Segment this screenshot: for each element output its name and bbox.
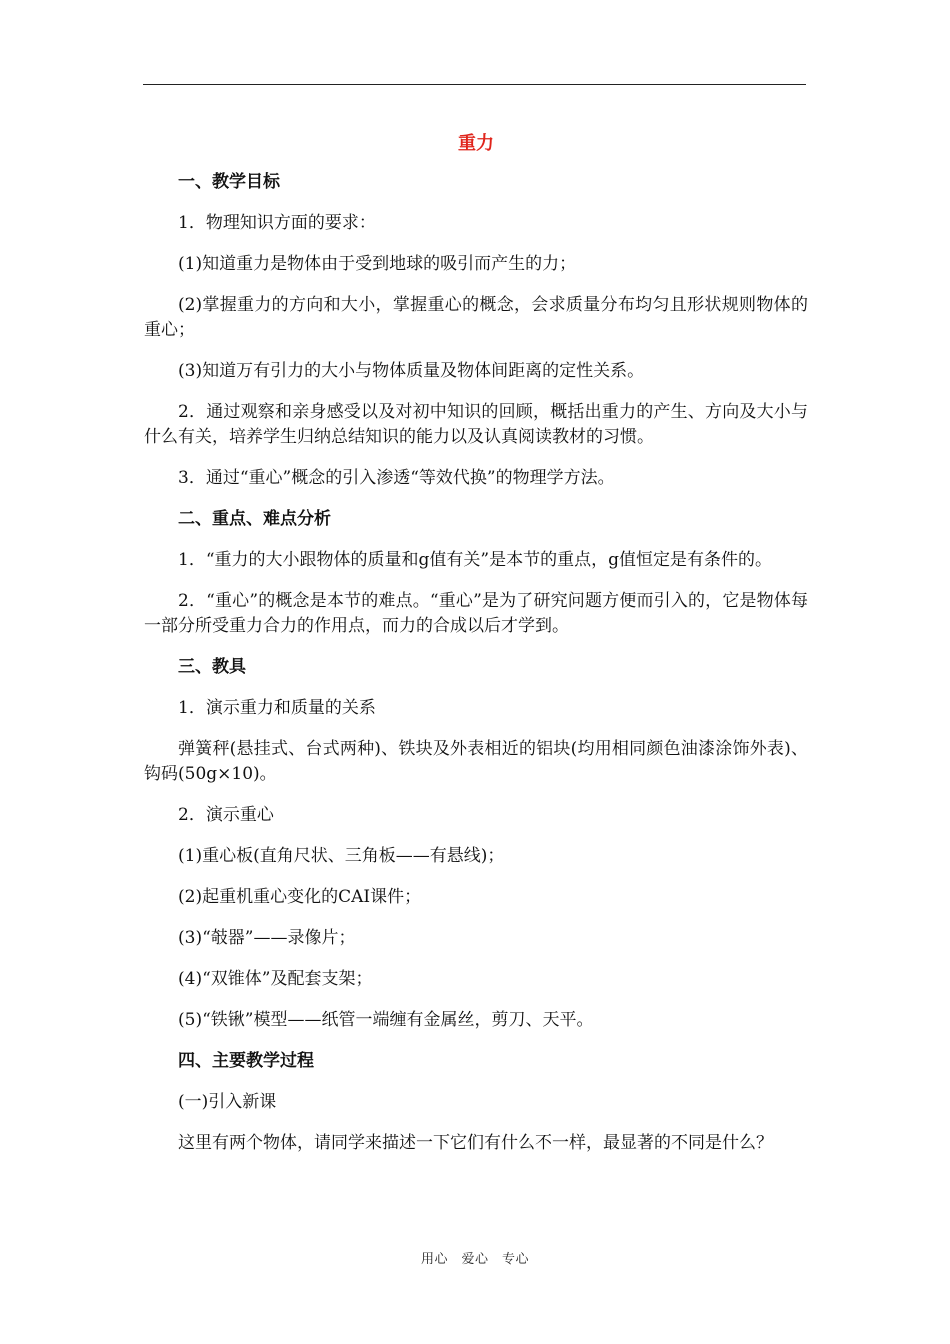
paragraph: (4)“双锥体”及配套支架； bbox=[178, 969, 373, 989]
paragraph: (2)起重机重心变化的CAI课件； bbox=[178, 887, 422, 907]
section-heading: 四、主要教学过程 bbox=[178, 1051, 314, 1071]
page-title: 重力 bbox=[458, 133, 494, 154]
page-footer: 用心 爱心 专心 bbox=[420, 1252, 529, 1267]
paragraph: 2．演示重心 bbox=[178, 805, 274, 825]
paragraph: 1．物理知识方面的要求： bbox=[178, 213, 376, 233]
paragraph: (3)“攲器”——录像片； bbox=[178, 928, 356, 948]
section-heading: 三、教具 bbox=[178, 657, 246, 677]
paragraph: 1．“重力的大小跟物体的质量和g值有关”是本节的重点，g值恒定是有条件的。 bbox=[178, 550, 772, 570]
header-rule bbox=[143, 84, 806, 85]
paragraph: (5)“铁锹”模型——纸管一端缠有金属丝，剪刀、天平。 bbox=[178, 1010, 594, 1030]
paragraph-list bbox=[144, 170, 808, 1156]
paragraph: 这里有两个物体，请同学来描述一下它们有什么不一样，最显著的不同是什么？ bbox=[178, 1133, 773, 1153]
paragraph: (3)知道万有引力的大小与物体质量及物体间距离的定性关系。 bbox=[178, 361, 645, 381]
paragraph: (1)知道重力是物体由于受到地球的吸引而产生的力； bbox=[178, 254, 577, 274]
section-heading: 一、教学目标 bbox=[178, 172, 280, 192]
paragraph: (一)引入新课 bbox=[178, 1092, 277, 1112]
document-body bbox=[144, 128, 808, 1172]
paragraph: 2．“重心”的概念是本节的难点。“重心”是为了研究问题方便而引入的，它是物体每一部分所受重力合力的作用点，而力的合成以后才学到。 bbox=[144, 591, 808, 636]
section-heading: 二、重点、难点分析 bbox=[178, 509, 331, 529]
paragraph: (1)重心板(直角尺状、三角板——有悬线)； bbox=[178, 846, 505, 866]
paragraph: 3．通过“重心”概念的引入渗透“等效代换”的物理学方法。 bbox=[178, 468, 615, 488]
paragraph: (2)掌握重力的方向和大小，掌握重心的概念，会求质量分布均匀且形状规则物体的重心； bbox=[144, 295, 808, 340]
paragraph: 1．演示重力和质量的关系 bbox=[178, 698, 376, 718]
paragraph: 2．通过观察和亲身感受以及对初中知识的回顾，概括出重力的产生、方向及大小与什么有关，培养学生归纳总结知识的能力以及认真阅读教材的习惯。 bbox=[144, 402, 808, 447]
paragraph: 弹簧秤(悬挂式、台式两种)、铁块及外表相近的铝块(均用相同颜色油漆涂饰外表)、钩码(50g×10)。 bbox=[144, 739, 808, 784]
